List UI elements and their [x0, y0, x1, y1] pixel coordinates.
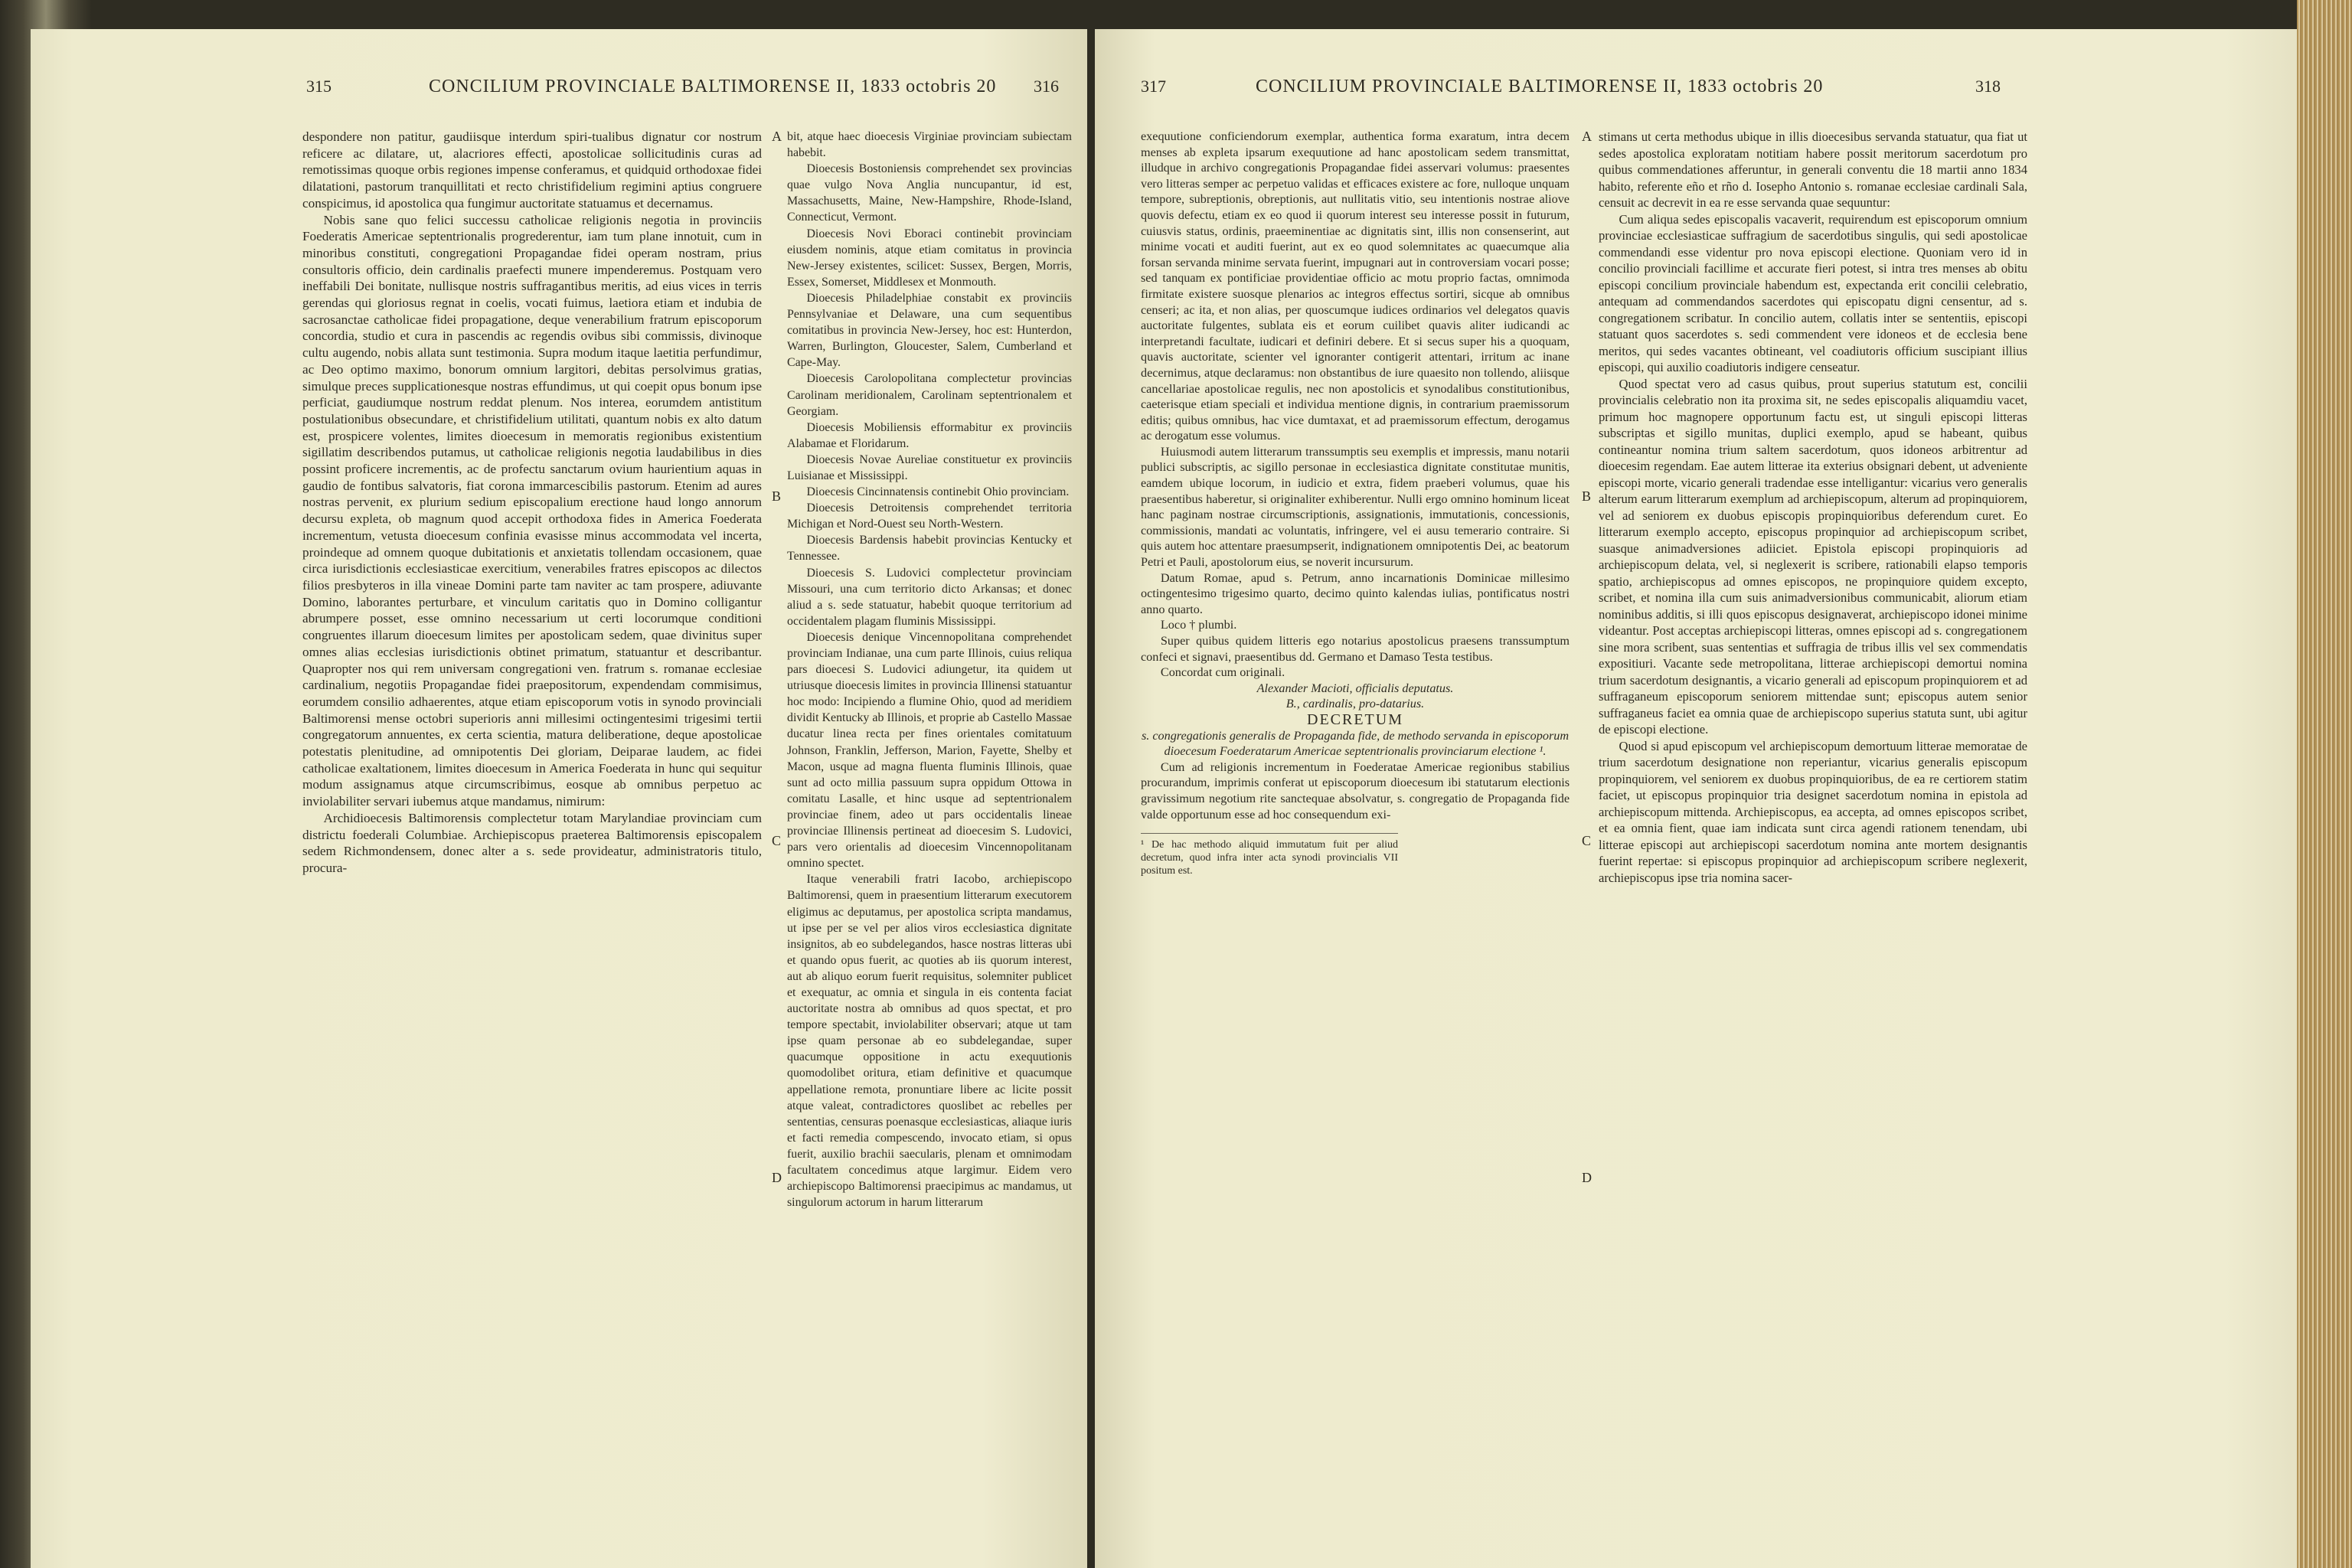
- paragraph: Dioecesis Cincinnatensis continebit Ohio provinciam.: [806, 485, 1070, 499]
- paragraph: Quod spectat vero ad casus quibus, prout superius statutum est, concilii provincialis celebratio non ita proxima sit, ne sedes episcopalis aliquamdiu vacet, primum hoc magnopere opportunum factu est, ut singuli episcopi litteras subscriptas et sigillo munitas, duplici exemplo, apud se habeant, quibus contineantur nomina trium saltem sacerdotum, quos idoneos arbitrentur ad dioecesim regendam. Eae autem litterae ita exterius obsignari debent, ut adveniente episcopi morte, vicario generali tradendae esse intelligantur: vicarius vero generalis alterum earum litterarum exemplum ad archiepiscopum, alterum ad propinquiorem, vel ad seniorem ex duobus episcopis propinquioribus deferendum curet. Eo litterarum exemplo accepto, episcopus propinquior ad archiepiscopum scribet, suasque animadversiones adiiciet. Epistola episcopi propinquioris ad archiepiscopum delata, vel, si neglexerit is scribere, rationabili elapso temporis spatio, archiepiscopus ad omnes episcopos, ne propinquiore quidem excepto, scribet, et nomina illa cum suis animadversionibus communicabit, aliorum etiam nominibus additis, si illi quos episcopus designaverat, archiepiscopo idonei minime videantur. Post acceptas archiepiscopi litteras, omnes episcopi ad s. congregationem sine mora scribent, suas sententias et suffragia de tribus illis vel sex commendatis expositiuri. Vacante sede metropolitana, litterae archiepiscopi demortui nomina trium sacerdotum designantis, a vicario generali ad episcopum propinquiorem et ad suffraganeum episcoporum seniorem mittendae sunt; episcopus autem senior suffraganeus faciet ea omnia quae de archiepiscopo superius statuta sunt, ubi agitur de episcopi electione.: [1599, 376, 2027, 737]
- signature-line: B., cardinalis, pro-datarius.: [1285, 697, 1425, 711]
- paragraph: Dioecesis Detroitensis comprehendet territoria Michigan et Nord-Ouest seu North-Western.: [787, 501, 1072, 531]
- left-page: [31, 29, 1087, 1568]
- paragraph: Huiusmodi autem litterarum transsumptis seu exemplis et impressis, manu notarii publici subscriptis, ac sigillo personae in ecclesiastica dignitate constitutae munitis, eamdem ubique locorum, in iudicio et extra, fidem praeberi volumus, quae his praesentibus haberetur, si originaliter exhiberentur. Nulli ergo omnino hominum liceat hanc paginam nostrae circumscriptionis, assignationis, immutationis, concessionis, commissionis, mandati ac voluntatis, infringere, vel ei ausu temerario contraire. Si quis autem hoc attentare praesumpserit, indignationem omnipotentis Dei, ac beatorum Petri et Pauli, apostolorum eius, se noverit incursurum.: [1141, 444, 1570, 570]
- paragraph: Quod si apud episcopum vel archiepiscopum demortuum litterae memoratae de trium sacerdotum designatione non reperiantur, vicarius generalis episcopum propinquiorem, vel seniorem ex duobus propinquioribus, de ea re certiorem statim faciet, ut episcopus propinquior tria designet sacerdotum nomina in epistola ad archiepiscopum mittenda. Archiepiscopus, ea accepta, ad omnes episcopos scribet, et ea omnia fient, quae iam indicata sunt circa agendi rationem tenendam, ubi litterae episcopi aut archiepiscopi sacerdotum nomina ante mortem designantis fuerint repertae: si episcopus propinquior ad archiepiscopum scribere neglexerit, archiepiscopus ipse tria nomina sacer-: [1599, 738, 2027, 885]
- paragraph: Super quibus quidem litteris ego notarius apostolicus praesens transsumptum confeci et signavi, praesentibus dd. Germano et Damaso Testa testibus.: [1141, 634, 1570, 664]
- margin-marker-c: C: [1582, 833, 1592, 848]
- paragraph: Cum aliqua sedes episcopalis vacaverit, requirendum est episcoporum omnium provinciae ecclesiasticae suffragium de sacerdotibus singulis, qui sedi apostolicae commendandi esse videntur pro nova episcopi electione. Quoniam vero id in concilio provinciali facillime et accurate fieri potest, si intra tres menses ab obitu episcopi concilium provinciale habendum est, expectanda erit concilii celebratio, antequam ad commendandos sacerdotes qui episcopatu digni censentur, ad s. congregationem scribatur. In concilio autem, collatis inter se sententiis, episcopi statuant quos sacerdotes s. sedi commendent vere idoneos et de ecclesia bene meritos, qui sedes vacantes obtineant, vel coadiutoris officium suscipiant illius episcopi, qui auxilio coadiutoris indigere censeatur.: [1599, 211, 2027, 374]
- decretum-title: DECRETUM: [1307, 710, 1403, 728]
- page-number-316: 316: [1034, 77, 1059, 96]
- paragraph: Dioecesis Bardensis habebit provincias Kentucky et Tennessee.: [787, 534, 1072, 564]
- paragraph: Concordat cum originali.: [1160, 665, 1285, 680]
- paragraph: Itaque venerabili fratri Iacobo, archiepiscopo Baltimorensi, quem in praesentium litterarum executorem eligimus ac deputamus, per apostolica scripta mandamus, ut ipse per se vel per alios viros ecclesiastica dignitate insignitos, ab eo subdelegandos, hasce nostras litteras ubi et quando opus fuerit, ac quoties ab iis quorum interest, aut ab aliquo eorum fuerit requisitus, solemniter publicet et exequatur, ac omnia et singula in eis contenta faciat auctoritate nostra ab omnibus ad quos spectat, et pro tempore spectabit, inviolabiliter observari; atque ut tam ipse quam personae ab eo subdelegandae, super quacumque oppositione in actu exequutionis quomodolibet oritura, etiam definitive et quacumque appellatione remota, pronuntiare libere ac licite possit atque valeat, contradictores quoslibet ac rebelles per sententias, censuras poenasque ecclesiasticas, aliaque iuris et facti remedia compescendo, invocato etiam, si opus fuerit, auxilio brachii saecularis, plenam et omnimodam facultatem concedimus atque largimur. Eidem vero archiepiscopo Baltimorensi praecipimus ac mandamus, ut singulorum actorum in harum litterarum: [787, 873, 1072, 1210]
- margin-marker-c: C: [772, 833, 782, 848]
- paragraph: Dioecesis Philadelphiae constabit ex provinciis Pennsylvaniae et Delaware, una cum sequentibus comitatibus in provincia New-Jersey, hoc est: Hunterdon, Warren, Burlington, Gloucester, Salem, Cumberland et Cape-May.: [787, 291, 1072, 370]
- paragraph: Dioecesis Novi Eboraci continebit provinciam eiusdem nominis, atque etiam comitatus in provincia New-Jersey existentes, scilicet: Sussex, Bergen, Morris, Essex, Somerset, Middlesex et Monmouth.: [787, 227, 1072, 289]
- right-page-column-2: [1599, 129, 2027, 886]
- paragraph: despondere non patitur, gaudiisque interdum spiri-tualibus dignatur cor nostrum reficere ac dilatare, ut, alacriores effecti, apostolicae sollicitudinis curas ad remotissimas quoque orbis regiones impense conferamus, et quidquid orthodoxae fidei dilatationi, pastorum tranquillitati et recto christifidelium regimini aptius congruere conspicimus, id apostolica qua fungimur auctoritate statuamus et decernamus.: [302, 129, 762, 211]
- right-page-column-1: [1141, 129, 1570, 877]
- paragraph: exequutione conficiendorum exemplar, authentica forma exaratum, intra decem menses ab expleta ipsarum exequutione ad hanc apostolicam sedem transmittat, illudque in archivo congregationis Propagandae fidei asservari volumus: praesentes vero litteras semper ac perpetuo validas et efficaces existere ac fore, nulloque unquam tempore, subreptionis, obreptionis, aut nullitatis vitio, seu intentionis nostrae aliove quovis defectu, etiam ex eo quod ii quorum interest seu interesse possit in futurum, cuiusvis status, ordinis, praeeminentiae ac dignitatis sint, illis non consenserint, aut minime vocati et auditi fuerint, aut ex eo quod solemnitates ac quaecumque alia forsan servanda minime servata fuerint, impugnari aut in controversiam vocari posse; sed tanquam ex pontificiae providentiae officio ac motu proprio factas, omnimoda firmitate existere suosque plenarios ac integros effectus sortiri, sicque ab omnibus censeri; ac ita, et non alias, per quoscumque iudices ordinarios vel delegatos quavis auctoritate fulgentes, sublata eis et eorum cuilibet quavis aliter iudicandi ac interpretandi facultate, iudicari et definiri debere. Et si secus super his a quoquam, quavis auctoritate, scienter vel ignoranter contigerit attentari, irritum ac inane decernimus, atque declaramus: non obstantibus de iure quaesito non tollendo, aliisque cancellariae apostolicae regulis, nec non apostolicis et synodalibus constitutionibus, caeterisque etiam speciali et individua mentione dignis, in contrarium praemissorum editis; quibus omnibus, hac vice dumtaxat, et ad praemissorum effectum, derogamus ac derogatum esse volumus.: [1141, 129, 1570, 443]
- paragraph: Dioecesis S. Ludovici complectetur provinciam Missouri, una cum territorio dicto Arkansas; et donec aliud a s. sede statuatur, habebit quoque territorium ad occidentalem plagam fluminis Mississippi.: [787, 566, 1072, 628]
- footnote: ¹ De hac methodo aliquid immutatum fuit per aliud decretum, quod infra inter acta synodi provincialis VII positum est.: [1141, 833, 1398, 877]
- paragraph: Loco † plumbi.: [1160, 618, 1237, 632]
- paragraph: Dioecesis Mobiliensis efformabitur ex provinciis Alabamae et Floridarum.: [787, 420, 1072, 450]
- right-page: [1095, 29, 2297, 1568]
- margin-marker-b: B: [772, 488, 782, 504]
- book-fore-edge: [2297, 0, 2352, 1568]
- left-page-column-2: [787, 129, 1072, 1210]
- paragraph: stimans ut certa methodus ubique in illis dioecesibus servanda statuatur, qua fiat ut sedes apostolica exploratam notitiam habere possit meritorum sacerdotum pro quibus commendationes afferuntur, in generali conventu die 18 martii anno 1834 habito, referente eño et rño d. Iosepho Antonio s. romanae ecclesiae cardinali Sala, censuit ac decrevit in ea re esse servanda quae sequuntur:: [1599, 129, 2027, 210]
- paragraph: Archidioecesis Baltimorensis complectetur totam Marylandiae provinciam cum districtu foederali Columbiae. Archiepiscopus praeterea Baltimorensis episcopalem sedem Richmondensem, donec alter a s. sede provideatur, administratoris titulo, procura-: [302, 810, 762, 875]
- margin-marker-d: D: [1582, 1170, 1592, 1185]
- margin-marker-a: A: [772, 129, 782, 144]
- paragraph: Dioecesis Carolopolitana complectetur provincias Carolinam meridionalem, Carolinam septentrionalem et Georgiam.: [787, 372, 1072, 418]
- paragraph: Dioecesis Novae Aureliae constituetur ex provinciis Luisianae et Mississippi.: [787, 452, 1072, 482]
- margin-marker-b: B: [1582, 488, 1592, 504]
- paragraph: Dioecesis Bostoniensis comprehendet sex provincias quae vulgo Nova Anglia nuncupantur, id est, Massachusetts, Maine, New-Hampshire, Rhode-Island, Connecticut, Vermont.: [787, 162, 1072, 224]
- left-page-column-1: [302, 129, 762, 877]
- margin-marker-a: A: [1582, 129, 1592, 144]
- paragraph: Datum Romae, apud s. Petrum, anno incarnationis Dominicae millesimo octingentesimo trigesimo quarto, decimo quinto kalendas iulias, pontificatus nostri anno quarto.: [1141, 570, 1570, 616]
- paragraph: Dioecesis denique Vincennopolitana comprehendet provinciam Indianae, una cum parte Illinois, cuius reliqua pars dioecesi S. Ludovici adiungetur, ita quidem ut utriusque dioecesis limites in provincia Illinensi statuantur hoc modo: Incipiendo a flumine Ohio, quod ad meridiem dividit Kentucky ab Illinois, et proprie ab Castello Massae ducatur linea recta per fines orientales comitatuum Johnson, Franklin, Jefferson, Marion, Fayette, Shelby et Macon, usque ad magna fluenta fluminis Illinois, quae sunt ad octo millia passuum supra oppidum Ottowa in comitatu Lasalle, et hinc usque ad septentrionalem provinciae finem, adeo ut pars occidentalis lineae provinciae Illinensis pertineat ad dioecesim S. Ludovici, pars vero orientalis ad dioecesim Vincennopolitanam omnino spectet.: [787, 630, 1072, 871]
- page-number-318: 318: [1975, 77, 2001, 96]
- signature-line: Alexander Macioti, officialis deputatus.: [1256, 681, 1454, 695]
- margin-marker-d: D: [772, 1170, 782, 1185]
- paragraph: Nobis sane quo felici successu catholicae religionis negotia in provinciis Foederatis Americae septentrionalis progrederentur, iam tum plane innotuit, cum in minoribus constituti, congregationi Propagandae fidei operam nostram, prius consultoris officio, dein cardinalis praefecti munere impenderemus. Postquam vero ineffabili Dei bonitate, nullisque nostris suffragantibus meritis, ad eius vices in terris gerendas qui gloriosus regnat in coelis, vocati fuimus, laetiora etiam et indubia de sacrosanctae catholicae fidei propagatione, deque venerabilium fratrum episcoporum concordia, studio et cura in pascendis ac regendis ovibus sibi commissis, divinoque cultu augendo, nobis allata sunt testimonia. Supra modum itaque laetitia perfundimur, ac Deo optimo maximo, bonorum omnium largitori, debitas persolvimus gratias, simulque preces supplicationesque nostras effundimus, ut qui coepit opus bonum ipse perficiat, gaudiumque nostrum reddat plenum. Nos interea, eorumdem antistitum postulationibus obsecundare, et christifidelium utilitati, quantum nobis ex alto datum est, prospicere volentes, limites dioecesum in memoratis regionibus existentium sigillatim describendos putamus, ut catholicae religionis negotia laudabilibus in dies possint proficere incrementis, ac de profectu sanctarum ovium haurientium aquas in gaudio de fontibus salvatoris, fiat corona immarcescibilis pastorum. Etenim ad aures nostras pervenit, ex plurium sedium episcopalium erectione haud longo annorum decursu expleta, ob magnum quod accepit orthodoxa fides in America Foederata incrementum, vetusta dioecesum confinia evasisse minus accommodata vel incerta, proindeque ad omnem quoque dubitationis et anxietatis tollendam occasionem, quae circa iurisdictionis ecclesiasticae exercitium, venerabiles fratres episcopos ac dilectos filios presbyteros in illa vineae Domini parte tam naviter ac tam prospere, adiuvante Domino, laborantes perturbare, et vinculum caritatis quo in Domino colligantur abrumpere posset, esse omnino necessarium ut certi locorumque conditioni congruentes illarum dioecesum limites per apostolicam sedem, quae divinitus super omnes alias ecclesias iurisdictionis obtinet primatum, statuantur et describantur. Quapropter nos qui rem universam congregationi ven. fratrum s. romanae ecclesiae cardinalium, negotiis Propagandae fidei praepositorum, expendendam commisimus, eorumdem consilio adhaerentes, atque etiam episcoporum votis in synodo provinciali Baltimorensi mense octobri superioris anni millesimi octingentesimi trigesimi tertii congregatorum annuentes, ex certa scientia, matura deliberatione, deque apostolicae potestatis plenitudine, ad omnipotentis Dei gloriam, Deiparae laudem, ac fidei catholicae exaltationem, limites dioecesum in America Foederata in hunc qui sequitur modum assignamus atque circumscribimus, eosque ab omnibus perpetuo ac inviolabiliter servari iubemus atque mandamus, nimirum:: [302, 212, 762, 809]
- paragraph: Cum ad religionis incrementum in Foederatae Americae regionibus stabilius procurandum, imprimis conferat ut episcoporum dioecesum ibi statutarum electionis gravissimum negotium rite sanctequae absolvatur, s. congregatio de Propaganda fide valde opportunum esse ad hoc consequendum exi-: [1141, 760, 1570, 822]
- page-number-315: 315: [306, 77, 332, 96]
- running-head-right: CONCILIUM PROVINCIALE BALTIMORENSE II, 1833 octobris 20: [1256, 77, 1824, 96]
- decretum-subtitle: s. congregationis generalis de Propaganda fide, de methodo servanda in episcoporum dioecesum Foederatarum Americae septentrionalis provinciarum electione ¹.: [1141, 728, 1570, 759]
- paragraph: bit, atque haec dioecesis Virginiae provinciam subiectam habebit.: [787, 130, 1072, 160]
- page-number-317: 317: [1141, 77, 1166, 96]
- running-head-left: CONCILIUM PROVINCIALE BALTIMORENSE II, 1833 octobris 20: [429, 77, 997, 96]
